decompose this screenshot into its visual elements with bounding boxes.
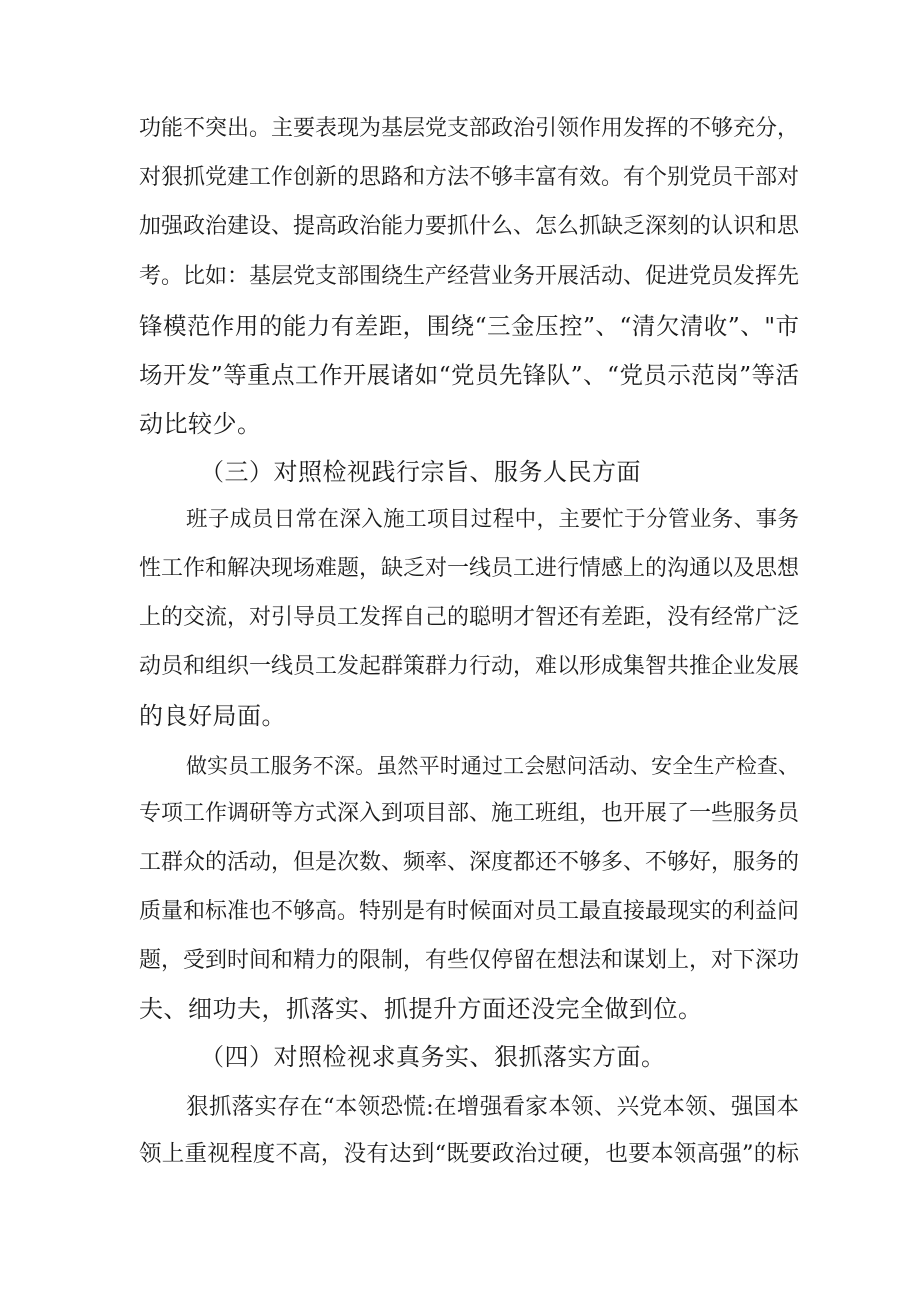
text-line: 场开发”等重点工作开展诸如“党员先锋队”、“党员示范岗”等活 xyxy=(139,361,799,389)
text-line: 工群众的活动，但是次数、频率、深度都还不够多、不够好，服务的 xyxy=(139,850,800,875)
text-line: 质量和标准也不够高。特别是有时候面对员工最直接最现实的利益问 xyxy=(139,899,800,924)
text-line: 上的交流，对引导员工发挥自己的聪明才智还有差距，没有经常广泛 xyxy=(139,605,800,630)
text-line: 领上重视程度不高，没有达到“既要政治过硬，也要本领高强”的标 xyxy=(139,1141,799,1167)
text-line: 性工作和解决现场难题，缺乏对一线员工进行情感上的沟通以及思想 xyxy=(139,556,800,581)
text-line: 狠抓落实存在“本领恐慌:在增强看家本领、兴党本领、强国本 xyxy=(186,1094,799,1120)
text-line: 动员和组织一线员工发起群策群力行动，难以形成集智共推企业发展 xyxy=(139,654,800,679)
text-line: 考。比如：基层党支部围绕生产经营业务开展活动、促进党员发挥先 xyxy=(139,264,800,289)
text-line: 动比较少。 xyxy=(139,410,262,438)
text-line: 的良好局面。 xyxy=(139,702,286,730)
text-line: 夫、细功夫，抓落实、抓提升方面还没完全做到位。 xyxy=(139,995,703,1023)
text-line: 班子成员日常在深入施工项目过程中，主要忙于分管业务、事务 xyxy=(186,507,799,532)
section-heading: （三）对照检视践行宗旨、服务人民方面 xyxy=(200,458,641,486)
text-line: 加强政治建设、提高政治能力要抓什么、怎么抓缺乏深刻的认识和思 xyxy=(139,214,800,239)
text-line: 专项工作调研等方式深入到项目部、施工班组，也开展了一些服务员 xyxy=(139,801,800,826)
text-line: 对狠抓党建工作创新的思路和方法不够丰富有效。有个别党员干部对 xyxy=(139,165,800,190)
text-line: 功能不突出。主要表现为基层党支部政治引领作用发挥的不够充分， xyxy=(139,116,800,141)
text-line: 做实员工服务不深。虽然平时通过工会慰问活动、安全生产检查、 xyxy=(186,754,799,778)
text-line: 题，受到时间和精力的限制，有些仅停留在想法和谋划上，对下深功 xyxy=(139,948,800,973)
section-heading: （四）对照检视求真务实、狠抓落实方面。 xyxy=(200,1043,666,1071)
text-line: 锋模范作用的能力有差距，围绕“三金压控”、“清欠清收”、"市 xyxy=(139,312,799,340)
